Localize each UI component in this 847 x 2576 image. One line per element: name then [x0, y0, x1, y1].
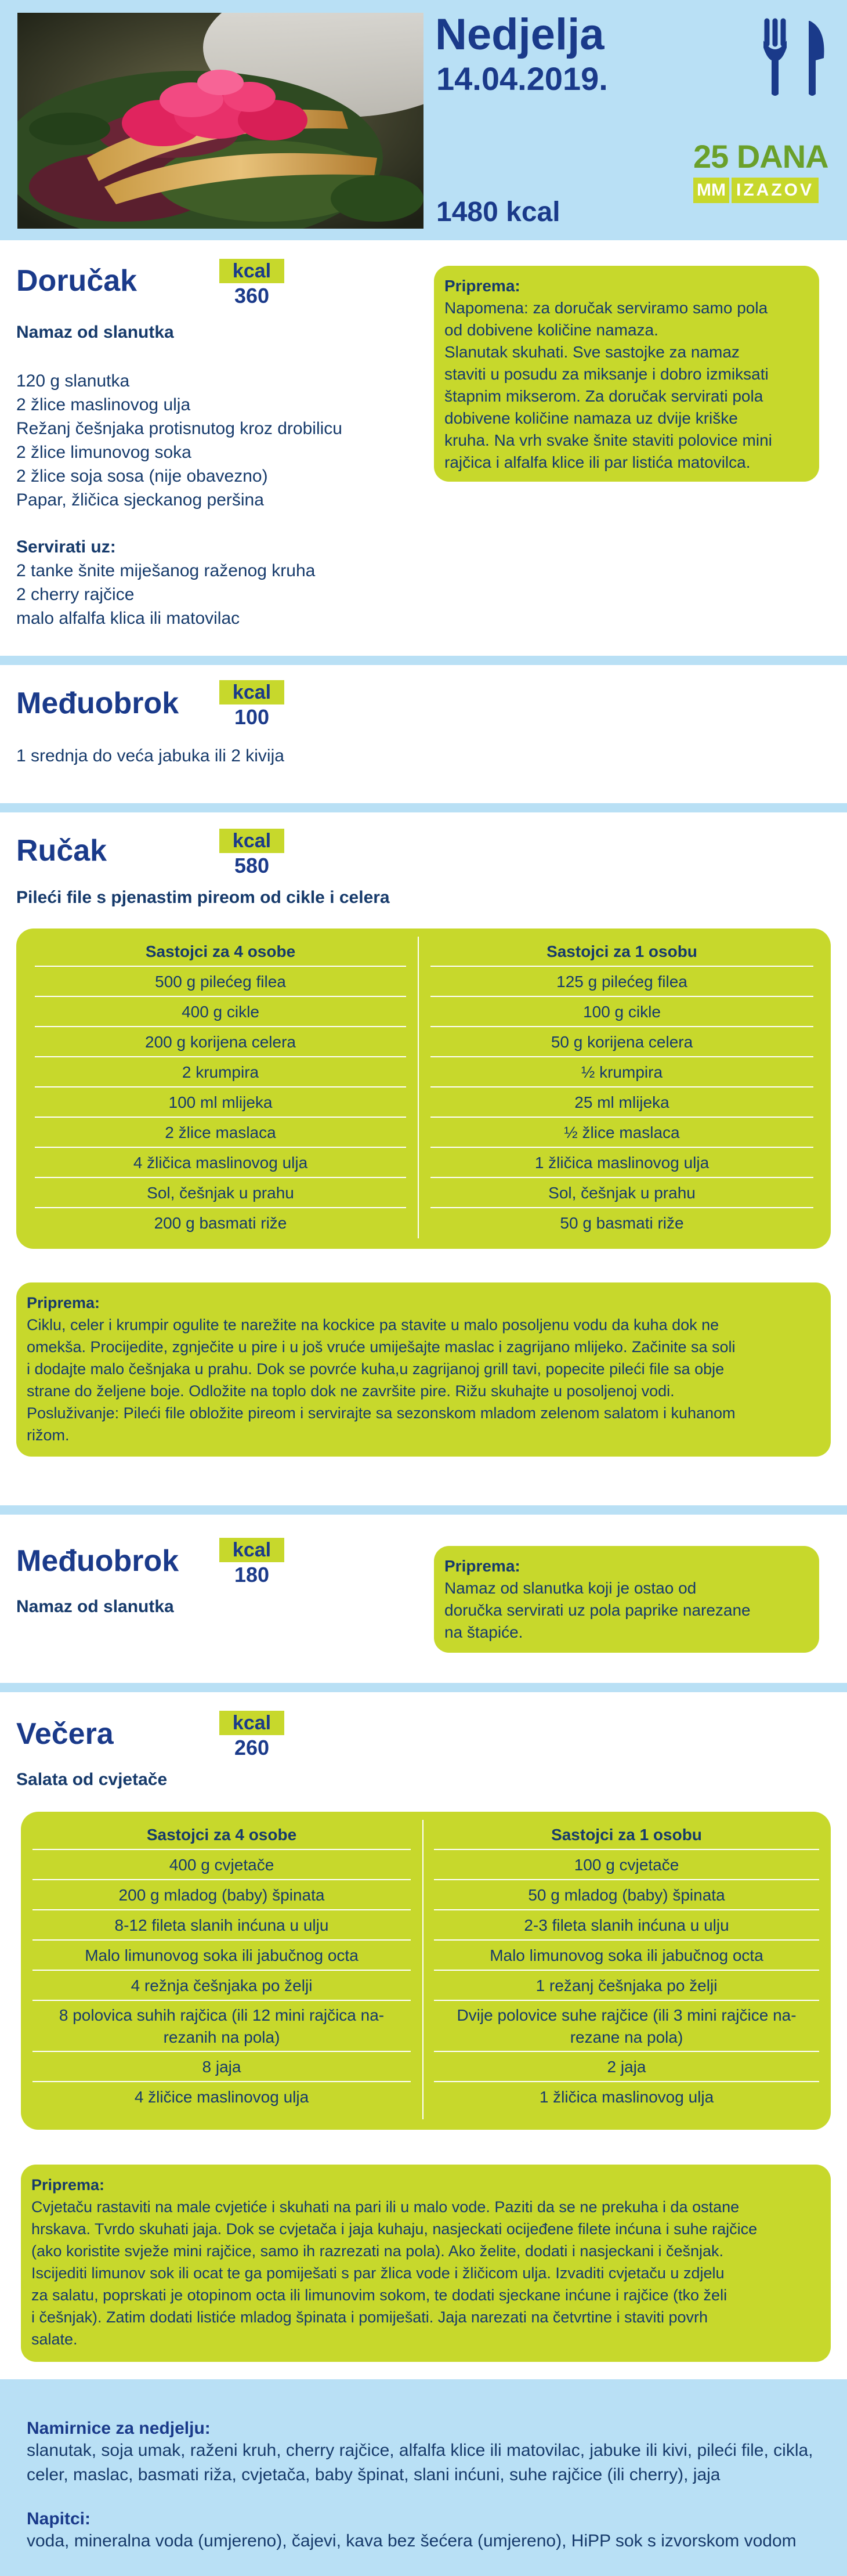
footer-drinks — [27, 2509, 827, 2553]
note-title: Priprema: — [27, 1294, 100, 1312]
footer-groceries — [27, 2419, 827, 2487]
note-line: Posluživanje: Pileći file obložite pireom i servirajte sa sezonskom mladom zelenom salatom i kuhanom — [27, 1404, 736, 1422]
section-divider — [0, 1683, 847, 1692]
breakfast-subtitle: Namaz od slanutka — [16, 323, 174, 342]
list-item: 2 žlice limunovog soka — [16, 443, 191, 462]
table-cell: 50 g mladog (baby) špinata — [434, 1880, 819, 1910]
list-item: Režanj češnjaka protisnutog kroz drobilicu — [16, 419, 342, 438]
note-line: Ciklu, celer i krumpir ogulite te narežite na kockice pa stavite u malo posoljenu vodu da kuha dok ne — [27, 1316, 719, 1334]
lunch-title: Ručak — [16, 834, 107, 868]
note-line: i češnjak). Zatim dodati listiće mladog špinata i pomiješati. Jaja narezati na četvrtine i staviti povrh — [31, 2308, 708, 2326]
serve-title: Servirati uz: — [16, 537, 116, 557]
note-title: Priprema: — [444, 1557, 520, 1575]
note-line: Namaz od slanutka koji je ostao od — [444, 1579, 697, 1597]
table-cell: 2 žlice maslaca — [35, 1118, 406, 1148]
snack1-kcal-value: 100 — [234, 705, 270, 729]
snack2-subtitle: Namaz od slanutka — [16, 1597, 174, 1616]
table-cell: ½ krumpira — [430, 1057, 813, 1088]
table-header: Sastojci za 1 osobu — [434, 1820, 819, 1850]
table-cell: 200 g korijena celera — [35, 1027, 406, 1057]
lunch-kcal-label: kcal — [219, 829, 284, 853]
table-cell: 8-12 fileta slanih inćuna u ulju — [32, 1910, 411, 1941]
snack1-title: Međuobrok — [16, 687, 179, 720]
logo-subtitle: IZAZOV — [732, 178, 819, 203]
table-cell: Sol, češnjak u prahu — [35, 1178, 406, 1208]
dinner-note — [21, 2165, 831, 2362]
section-divider — [0, 803, 847, 812]
list-item: 2 žlice maslinovog ulja — [16, 395, 191, 414]
list-item: malo alfalfa klica ili matovilac — [16, 609, 240, 628]
section-divider — [0, 1505, 847, 1515]
table-cell: 200 g mladog (baby) špinata — [32, 1880, 411, 1910]
table-cell: 1 žličica maslinovog ulja — [430, 1148, 813, 1178]
note-line: od dobivene količine namaza. — [444, 321, 658, 339]
snack2-kcal-label: kcal — [219, 1538, 284, 1562]
snack1-text: 1 srednja do veća jabuka ili 2 kivija — [16, 746, 284, 765]
note-line: Iscijediti limunov sok ili ocat te ga pomiješati s par žlica vode i žličicom ulja. Izvaditi cvjetaču u zdjelu — [31, 2264, 725, 2282]
note-line: Cvjetaču rastaviti na male cvjetiće i skuhati na pari ili u malo vode. Paziti da se ne prekuha i da ostane — [31, 2198, 740, 2216]
table-cell: 125 g pilećeg filea — [430, 967, 813, 997]
table-cell: 8 polovica suhih rajčica (ili 12 mini rajčica na- rezanih na pola) — [32, 2001, 411, 2052]
snack2-kcal-value: 180 — [234, 1563, 270, 1587]
table-divider — [418, 937, 419, 1238]
list-item: Papar, žličica sjeckanog peršina — [16, 490, 264, 510]
table-cell: 2 krumpira — [35, 1057, 406, 1088]
drinks-line: voda, mineralna voda (umjereno), čajevi, kava bez šećera (umjereno), HiPP sok s izvorskom vodom — [27, 2531, 797, 2550]
table-cell: 100 g cikle — [430, 997, 813, 1027]
table-cell: 4 žličica maslinovog ulja — [35, 1148, 406, 1178]
note-line: omekša. Procijedite, zgnječite u pire i u još vruće umiješajte maslac i zagrijano mlijeko. Začinite sa soli — [27, 1338, 736, 1356]
table-cell: Sol, češnjak u prahu — [430, 1178, 813, 1208]
snack2-note — [434, 1546, 819, 1653]
table-cell: 200 g basmati riže — [154, 1214, 287, 1232]
note-line: štapnim mikserom. Za doručak servirati pola — [444, 387, 763, 405]
table-cell: 4 režnja češnjaka po želji — [32, 1971, 411, 2001]
table-cell: 25 ml mlijeka — [430, 1088, 813, 1118]
table-column-1-person — [430, 937, 813, 1238]
food-photo — [17, 13, 424, 229]
table-column-4-persons — [32, 1820, 411, 2112]
list-item: 2 žlice soja sosa (nije obavezno) — [16, 467, 268, 486]
note-line: dobivene količine namaza uz dvije kriške — [444, 409, 738, 427]
snack2-title: Međuobrok — [16, 1544, 179, 1578]
table-cell: 50 g korijena celera — [430, 1027, 813, 1057]
table-cell: 1 žličica maslinovog ulja — [539, 2088, 714, 2106]
date-title: 14.04.2019. — [436, 60, 608, 97]
list-item: 2 cherry rajčice — [16, 585, 135, 604]
table-cell: Dvije polovice suhe rajčice (ili 3 mini rajčice na- rezane na pola) — [434, 2001, 819, 2052]
breakfast-kcal-value: 360 — [234, 284, 270, 308]
note-line: staviti u posudu za miksanje i dobro izmiksati — [444, 365, 769, 383]
groceries-line: celer, maslac, basmati riža, cvjetača, baby špinat, slani inćuni, suhe rajčice (ili cherry), jaja — [27, 2465, 721, 2484]
cutlery-icon — [754, 17, 830, 99]
table-cell: 400 g cvjetače — [32, 1850, 411, 1880]
note-line: na štapiće. — [444, 1623, 523, 1641]
note-line: rajčica i alfalfa klice ili par listića matovilca. — [444, 453, 751, 471]
table-cell: 8 jaja — [32, 2052, 411, 2082]
note-title: Priprema: — [31, 2176, 105, 2194]
lunch-ingredients-table — [16, 928, 831, 1249]
brand-logo — [693, 139, 832, 221]
note-line: Napomena: za doručak serviramo samo pola — [444, 299, 768, 317]
groceries-line: slanutak, soja umak, raženi kruh, cherry rajčice, alfalfa klice ili matovilac, jabuke ili kivi, pileći file, cikla, — [27, 2441, 813, 2460]
table-header: Sastojci za 4 osobe — [32, 1820, 411, 1850]
table-cell: 4 žličice maslinovog ulja — [134, 2088, 309, 2106]
table-cell: 100 g cvjetače — [434, 1850, 819, 1880]
table-divider — [422, 1820, 424, 2119]
dinner-kcal-value: 260 — [234, 1736, 270, 1760]
snack1-kcal-label: kcal — [219, 680, 284, 704]
note-line: salate. — [31, 2331, 78, 2348]
list-item: 2 tanke šnite miješanog raženog kruha — [16, 561, 316, 580]
table-column-4-persons — [35, 937, 406, 1238]
table-column-1-person — [434, 1820, 819, 2112]
dinner-ingredients-table — [21, 1812, 831, 2130]
table-cell: 50 g basmati riže — [560, 1214, 684, 1232]
breakfast-title: Doručak — [16, 264, 137, 298]
table-cell: Malo limunovog soka ili jabučnog octa — [434, 1941, 819, 1971]
drinks-title: Napitci: — [27, 2509, 91, 2528]
breakfast-ingredients — [16, 369, 411, 512]
table-header: Sastojci za 1 osobu — [430, 937, 813, 967]
note-line: za salatu, poprskati je otopinom octa ili limunovim sokom, te dodati sjeckane inćune i rajčice (tko želi — [31, 2286, 727, 2304]
note-title: Priprema: — [444, 277, 520, 295]
table-cell: Malo limunovog soka ili jabučnog octa — [32, 1941, 411, 1971]
breakfast-serve — [16, 535, 411, 630]
logo-mm: MM — [693, 178, 729, 203]
table-cell: 2 jaja — [434, 2052, 819, 2082]
table-cell: 500 g pilećeg filea — [35, 967, 406, 997]
breakfast-kcal-label: kcal — [219, 259, 284, 283]
note-line: Slanutak skuhati. Sve sastojke za namaz — [444, 343, 740, 361]
list-item: 120 g slanutka — [16, 371, 130, 391]
total-kcal: 1480 kcal — [436, 197, 560, 227]
logo-title: 25 DANA — [693, 138, 828, 175]
groceries-title: Namirnice za nedjelju: — [27, 2419, 211, 2438]
note-line: i dodajte malo češnjaka u prahu. Dok se povrće kuha,u zagrijanoj grill tavi, popecite pileći file sa obje — [27, 1360, 725, 1378]
dinner-kcal-label: kcal — [219, 1711, 284, 1735]
table-cell: 400 g cikle — [35, 997, 406, 1027]
dinner-title: Večera — [16, 1717, 114, 1751]
dinner-subtitle: Salata od cvjetače — [16, 1770, 168, 1789]
breakfast-note — [434, 266, 819, 482]
table-cell: 100 ml mlijeka — [35, 1088, 406, 1118]
lunch-kcal-value: 580 — [234, 854, 270, 877]
note-line: rižom. — [27, 1426, 70, 1444]
note-line: (ako koristite svježe mini rajčice, samo ih razrezati na pola). Ako želite, dodati i nasjeckani i češnjak. — [31, 2242, 724, 2260]
lunch-subtitle: Pileći file s pjenastim pireom od cikle i celera — [16, 888, 390, 907]
table-header: Sastojci za 4 osobe — [35, 937, 406, 967]
section-divider — [0, 656, 847, 665]
note-line: kruha. Na vrh svake šnite staviti polovice mini — [444, 431, 772, 449]
table-cell: ½ žlice maslaca — [430, 1118, 813, 1148]
note-line: strane do željene boje. Odložite na toplo dok ne završite pire. Rižu skuhajte u posoljenoj vodi. — [27, 1382, 675, 1400]
table-cell: 2-3 fileta slanih inćuna u ulju — [434, 1910, 819, 1941]
note-line: doručka servirati uz pola paprike narezane — [444, 1601, 751, 1619]
day-title: Nedjelja — [435, 10, 605, 59]
table-cell: 1 režanj češnjaka po želji — [434, 1971, 819, 2001]
note-line: hrskava. Tvrdo skuhati jaja. Dok se cvjetača i jaja kuhaju, nasjeckati ocijeđene filete inćuna i suhe rajčice — [31, 2220, 758, 2238]
lunch-note — [16, 1282, 831, 1457]
